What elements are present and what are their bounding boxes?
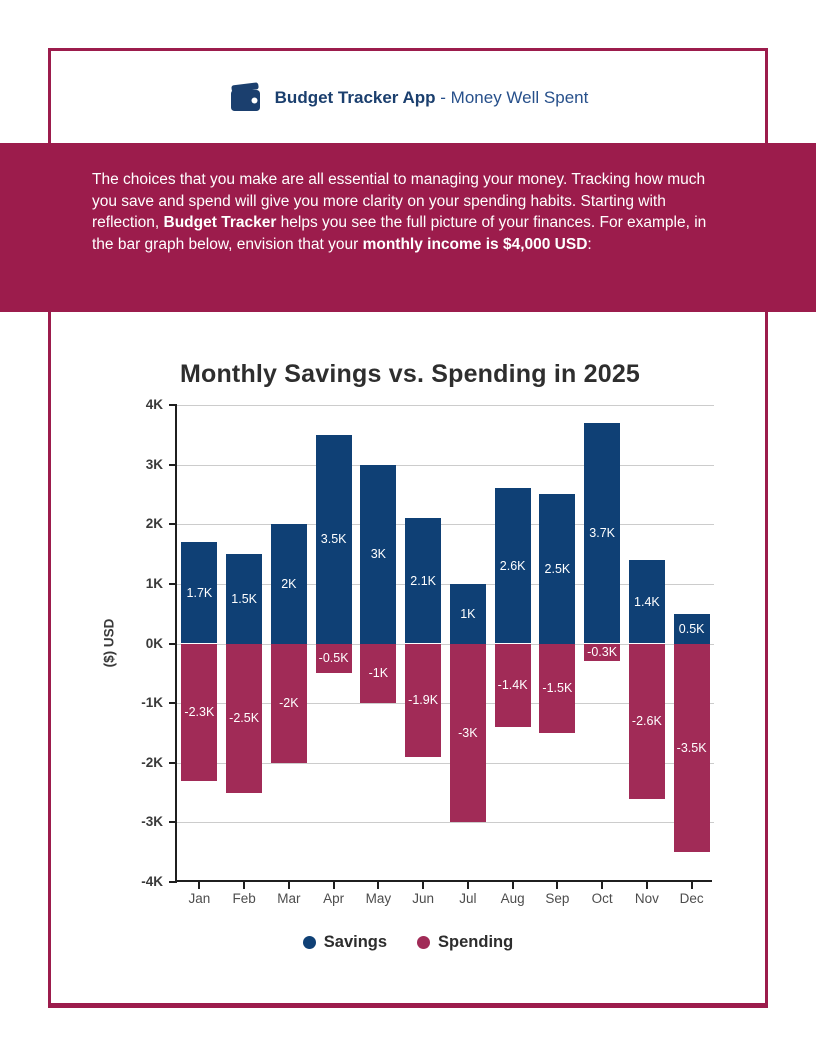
- x-axis-tick: [333, 882, 335, 889]
- bar-value-label: -3K: [458, 725, 478, 740]
- y-tick-label: -3K: [141, 814, 163, 830]
- y-axis-title: ($) USD: [101, 618, 117, 667]
- savings-bar-jan: [181, 542, 217, 643]
- spending-bar-sep: [539, 644, 575, 733]
- legend-dot-icon: [303, 936, 316, 949]
- y-axis-tick: [169, 821, 177, 823]
- y-axis-tick: [169, 523, 177, 525]
- gridline: [177, 405, 714, 406]
- bar-value-label: 3.5K: [320, 532, 347, 547]
- bar-value-label: -2.5K: [229, 711, 260, 726]
- x-axis-tick: [691, 882, 693, 889]
- savings-bar-mar: [271, 524, 307, 643]
- intro-text-span: :: [587, 236, 592, 254]
- x-tick-label-jan: Jan: [188, 891, 211, 906]
- spending-bar-feb: [226, 644, 262, 793]
- spending-bar-nov: [629, 644, 665, 799]
- y-axis-tick: [169, 643, 177, 645]
- x-tick-label-feb: Feb: [232, 891, 256, 906]
- y-axis-tick: [169, 404, 177, 406]
- spending-bar-oct: [584, 644, 620, 662]
- legend-item-spending: [417, 933, 513, 952]
- bar-value-label: 1.5K: [231, 591, 257, 606]
- savings-bar-oct: [584, 423, 620, 644]
- savings-bar-jun: [405, 518, 441, 643]
- bar-value-label: -0.3K: [587, 645, 618, 660]
- x-axis-tick: [646, 882, 648, 889]
- spending-bar-dec: [674, 644, 710, 853]
- y-axis-tick: [169, 762, 177, 764]
- y-axis-tick: [169, 583, 177, 585]
- y-tick-label: 2K: [145, 516, 163, 532]
- savings-bar-sep: [539, 494, 575, 643]
- y-tick-label: -4K: [141, 874, 163, 889]
- spending-bar-jun: [405, 644, 441, 757]
- bar-value-label: 3.7K: [589, 526, 615, 541]
- x-tick-label-dec: Dec: [679, 891, 704, 906]
- x-axis-tick: [243, 882, 245, 889]
- y-tick-label: 4K: [145, 397, 163, 412]
- x-axis-tick: [601, 882, 603, 889]
- legend-label: Spending: [438, 933, 514, 951]
- bar-value-label: -1.9K: [408, 693, 439, 708]
- gridline: [177, 822, 714, 823]
- savings-bar-apr: [316, 435, 352, 644]
- x-axis-tick: [377, 882, 379, 889]
- bar-value-label: -1.5K: [542, 681, 573, 696]
- bar-value-label: -2K: [279, 696, 299, 711]
- x-axis-tick: [467, 882, 469, 889]
- spending-bar-mar: [271, 644, 307, 763]
- y-tick-label: 1K: [145, 575, 163, 591]
- savings-bar-aug: [495, 488, 531, 643]
- x-axis-tick: [288, 882, 290, 889]
- savings-bar-may: [360, 465, 396, 644]
- bar-value-label: 2.1K: [410, 573, 436, 588]
- intro-text-bold: Budget Tracker: [163, 214, 277, 232]
- x-axis-tick: [422, 882, 424, 889]
- chart-legend: [0, 933, 816, 952]
- savings-bar-dec: [674, 614, 710, 644]
- bar-value-label: 1K: [460, 606, 476, 621]
- y-tick-label: -2K: [141, 754, 163, 770]
- legend-dot-icon: [417, 936, 430, 949]
- bar-value-label: 1.7K: [186, 585, 213, 600]
- x-tick-label-apr: Apr: [323, 891, 345, 906]
- y-tick-label: 3K: [145, 456, 163, 472]
- savings-bar-jul: [450, 584, 486, 644]
- app-name: Budget Tracker App: [274, 88, 436, 107]
- intro-banner: [0, 143, 816, 312]
- x-tick-label-may: May: [365, 891, 392, 906]
- x-tick-label-nov: Nov: [634, 891, 659, 906]
- bar-value-label: -1K: [368, 666, 389, 681]
- x-axis-tick: [556, 882, 558, 889]
- gridline: [177, 524, 714, 525]
- spending-bar-jan: [181, 644, 217, 781]
- app-tagline: - Money Well Spent: [440, 88, 589, 107]
- spending-bar-aug: [495, 644, 531, 727]
- bar-value-label: 1.4K: [634, 594, 660, 609]
- legend-item-savings: [303, 933, 387, 952]
- app-title: [275, 88, 589, 108]
- y-axis-tick: [169, 702, 177, 704]
- y-axis-tick: [169, 464, 177, 466]
- intro-text-span: helps you see the full picture of your finances. For example, in the bar graph below, envision that your: [92, 214, 707, 254]
- x-tick-label-mar: Mar: [277, 891, 301, 906]
- chart-title: Monthly Savings vs. Spending in 2025: [179, 360, 641, 388]
- spending-bar-jul: [450, 644, 486, 823]
- intro-text: [92, 169, 732, 256]
- legend-label: Savings: [323, 933, 388, 951]
- y-tick-label: -1K: [141, 695, 163, 711]
- x-axis-tick: [198, 882, 200, 889]
- bar-value-label: 2.6K: [499, 558, 526, 573]
- intro-text-bold: monthly income is $4,000 USD: [362, 236, 588, 254]
- bar-value-label: -3.5K: [676, 740, 707, 755]
- savings-bar-nov: [629, 560, 665, 643]
- y-axis-tick: [169, 881, 177, 883]
- savings-bar-feb: [226, 554, 262, 643]
- wallet-icon: [228, 82, 264, 114]
- x-tick-label-sep: Sep: [545, 891, 570, 906]
- bar-value-label: 3K: [370, 547, 387, 562]
- chart-plot-area: [101, 397, 712, 906]
- bar-value-label: 2K: [281, 576, 297, 591]
- bar-value-label: 0.5K: [678, 621, 705, 636]
- bar-value-label: -2.3K: [184, 705, 215, 720]
- spending-bar-may: [360, 644, 396, 704]
- bar-value-label: -0.5K: [318, 651, 349, 666]
- header: [0, 76, 816, 120]
- bar-value-label: -1.4K: [497, 678, 528, 693]
- x-tick-label-aug: Aug: [500, 891, 525, 906]
- x-tick-label-jun: Jun: [412, 891, 435, 906]
- intro-text-span: The choices that you make are all essential to managing your money. Tracking how much you save and spend will give you more clarity on your spending habits. Starting with reflection,: [92, 171, 706, 232]
- x-axis-tick: [512, 882, 514, 889]
- y-tick-label: 0K: [145, 635, 163, 651]
- x-tick-label-jul: Jul: [459, 891, 477, 906]
- bar-value-label: 2.5K: [544, 561, 571, 576]
- bar-value-label: -2.6K: [631, 714, 662, 728]
- spending-bar-apr: [316, 644, 352, 674]
- gridline: [177, 465, 714, 466]
- x-tick-label-oct: Oct: [591, 891, 613, 906]
